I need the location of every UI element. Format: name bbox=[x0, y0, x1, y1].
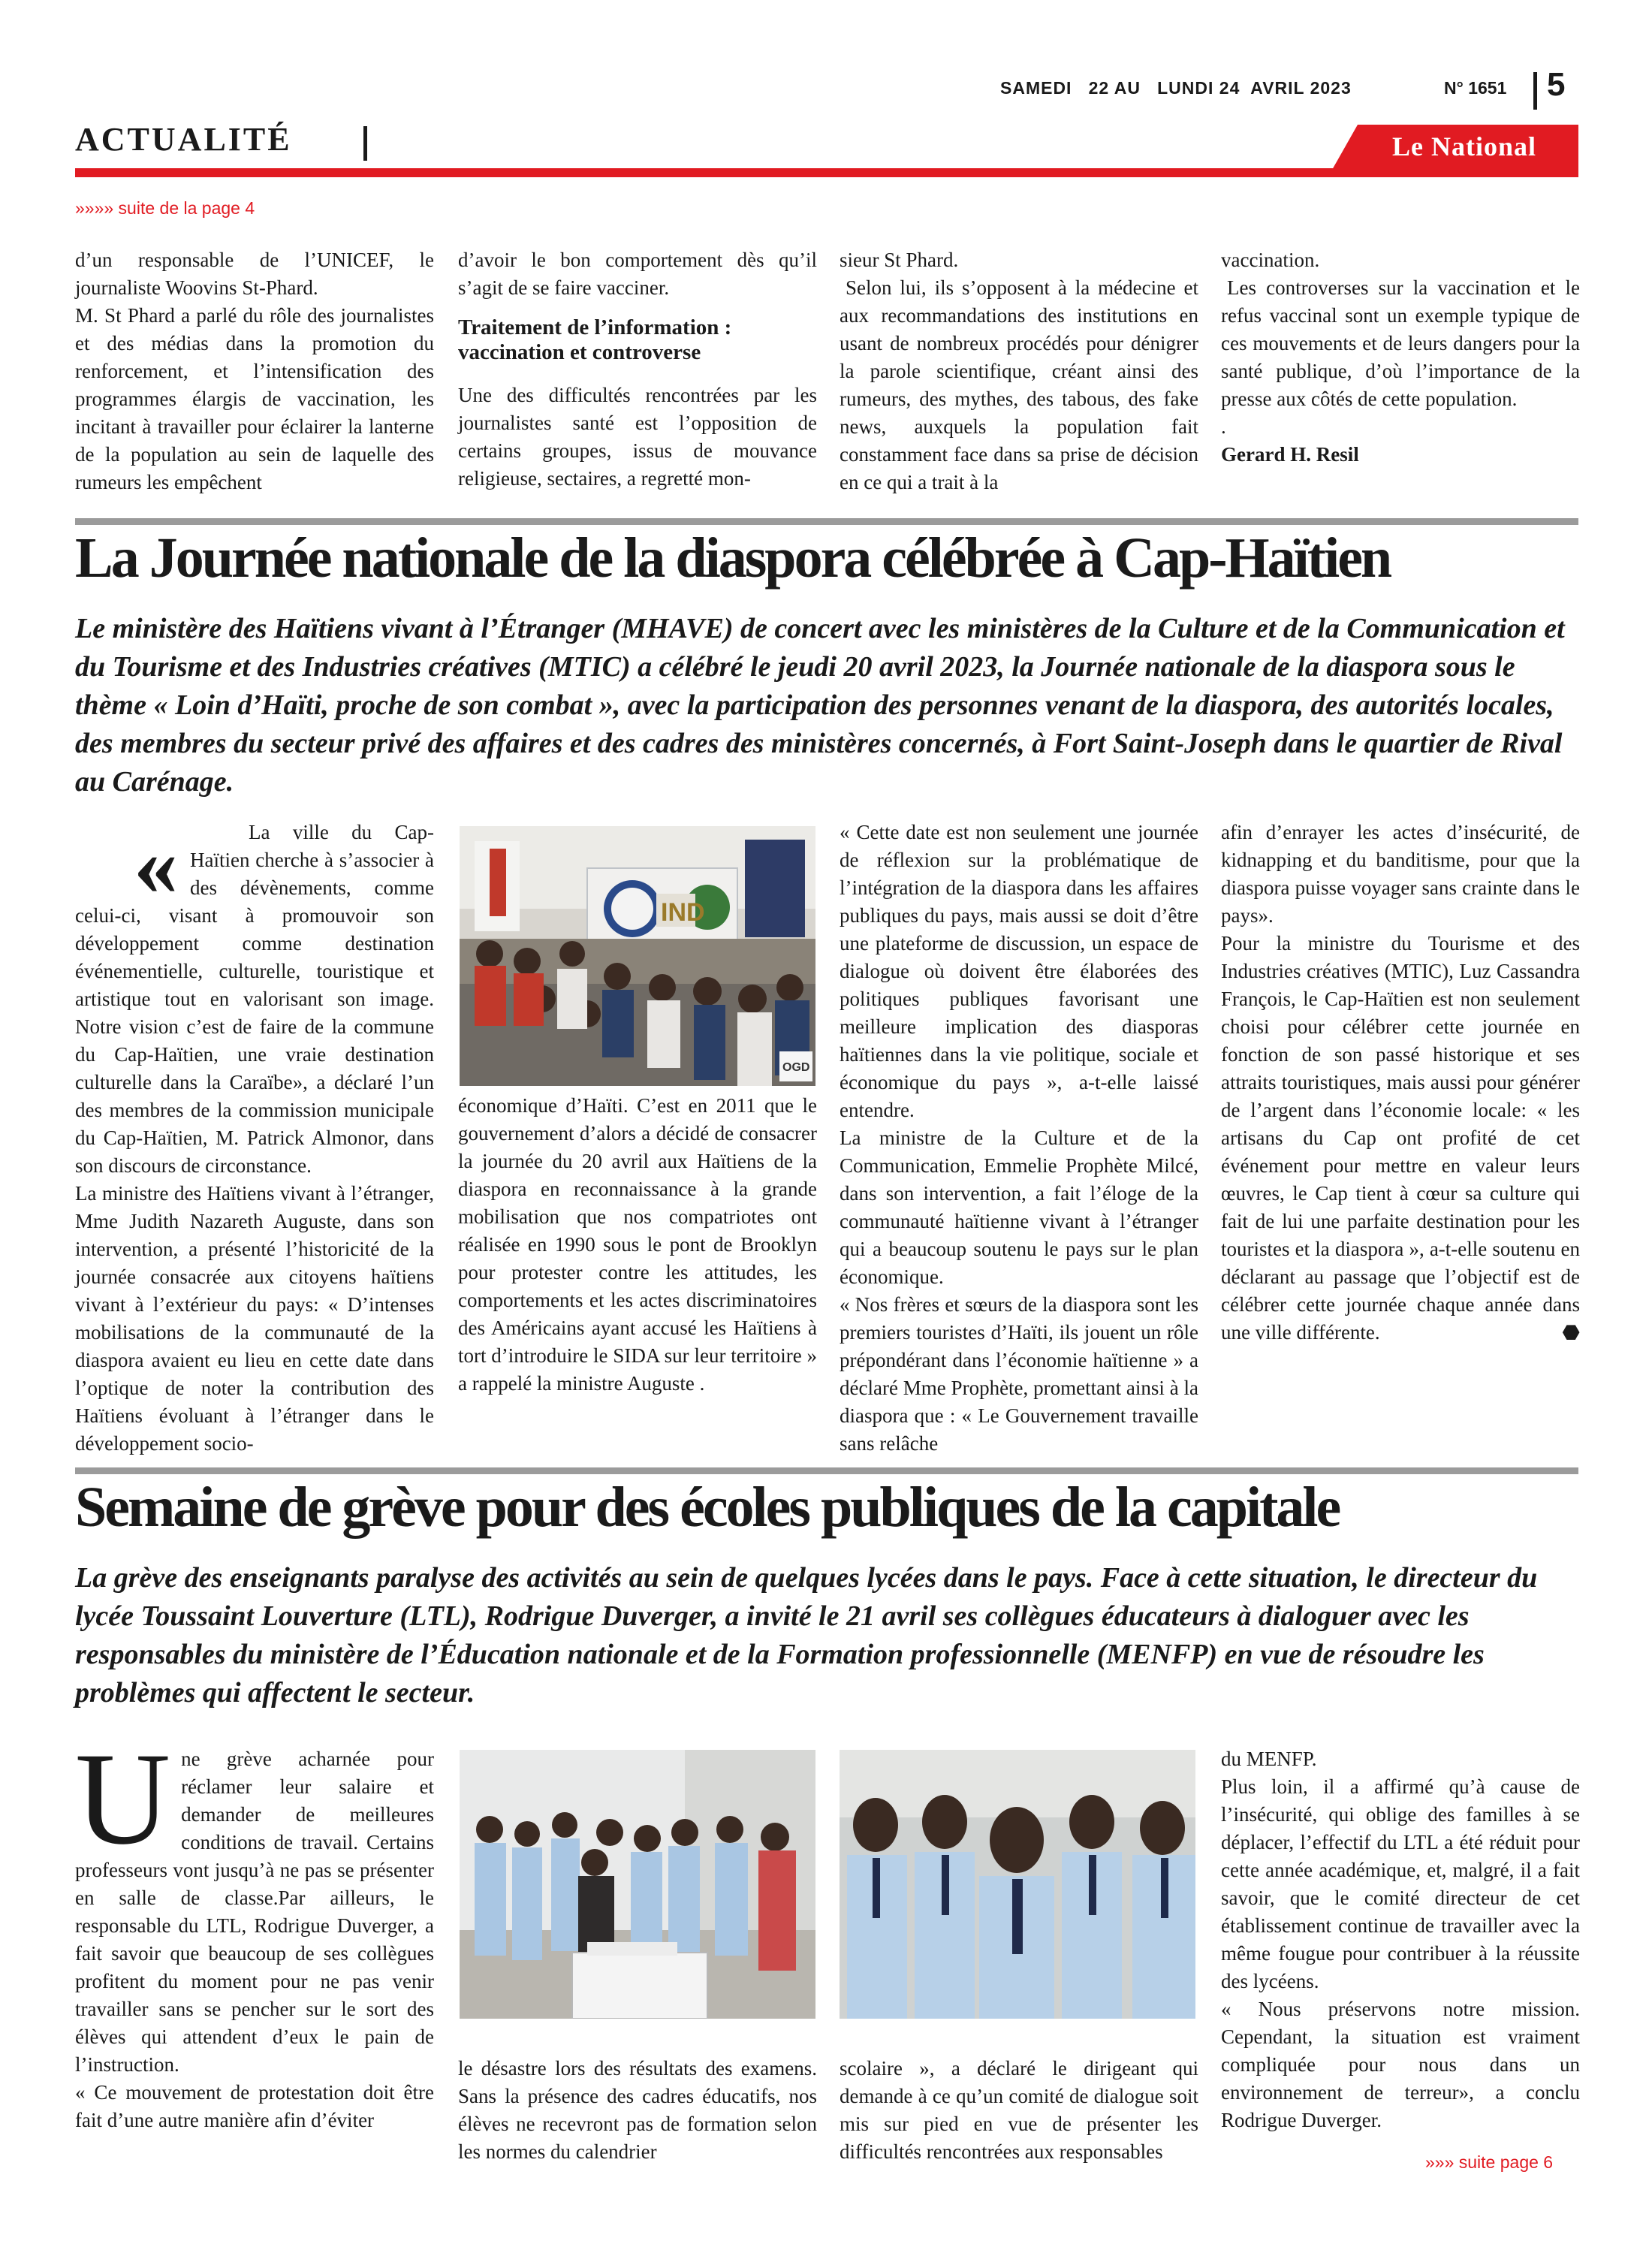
story2-column-1 bbox=[75, 816, 434, 1458]
story2-chapeau: Le ministère des Haïtiens vivant à l’Étranger (MHAVE) de concert avec les ministères de la Culture et de la Communication et du Tourisme et des Industries créatives (MTIC) a célébré le jeudi 20 avril 2023, la Journée nationale de la diaspora sous le thème « Loin d’Haïti, proche de son combat », avec la participation des personnes venant de la diaspora, des autorités locales, des membres du secteur privé des affaires et des cadres des ministères concernés, à Fort Saint-Joseph dans le quartier de Rival au Carénage. bbox=[75, 613, 1565, 798]
issue-number: N° 1651 bbox=[1444, 78, 1507, 98]
story2-headline: La Journée nationale de la diaspora célébrée à Cap-Haïtien bbox=[75, 526, 1391, 590]
story1-paragraph: M. St Phard a parlé du rôle des journalistes et des médias dans la promotion du renforcement, et l’intensification des programmes élargis de vaccination, les incitant à travailler pour éclairer la lanterne de la population au sein de laquelle des rumeurs les empêchent bbox=[75, 304, 434, 493]
section-divider bbox=[363, 126, 367, 161]
continued-from: »»»» suite de la page 4 bbox=[75, 198, 255, 218]
story2-paragraph: La ministre de la Culture et de la Communication, Emmelie Prophète Milcé, dans son intervention, a fait l’éloge de la communauté haïtienne vivant à l’étranger qui a beaucoup soutenu le pays sur le plan économique. bbox=[840, 1126, 1198, 1288]
story3-paragraph: ne grève acharnée pour réclamer leur salaire et demander de meilleures conditions de travail. Certains professeurs vont jusqu’à ne pas se présenter en salle de classe.Par ailleurs, le responsable du LTL, Rodrigue Duverger, a fait savoir que beaucoup de ses collègues profitent du moment pour ne pas venir travailler sans se pencher sur le sort des élèves qui attendent d’eux le pain de l’instruction. bbox=[75, 1748, 434, 2076]
story3-paragraph: Plus loin, il a affirmé qu’à cause de l’insécurité, qui oblige des familles à se déplacer, l’effectif du LTL a été réduit pour cette année académique, et, malgré, il a fait savoir, que le comité directeur de cet établissement continue de travailler avec la même fougue pour contribuer à la réussite des lycéens. bbox=[1221, 1775, 1580, 1992]
story3-paragraph: du MENFP. bbox=[1221, 1748, 1317, 1770]
story3-paragraph: le désastre lors des résultats des examens. Sans la présence des cadres éducatifs, nos élèves ne recevront pas de formation selon les normes du calendrier bbox=[458, 2057, 817, 2163]
story1-column-4 bbox=[1221, 246, 1580, 469]
story1-paragraph: vaccination. bbox=[1221, 249, 1320, 271]
story1-subhead: Traitement de l’information : vaccination et controverse bbox=[458, 315, 732, 364]
banner-letters: IND bbox=[661, 898, 705, 927]
drop-cap: U bbox=[75, 1726, 171, 1872]
story3-paragraph: scolaire », a déclaré le dirigeant qui demande à ce qu’un comité de dialogue soit mis sur pied en vue de présenter les difficultés rencontrées aux responsables bbox=[840, 2057, 1198, 2163]
story2-column-3 bbox=[840, 819, 1198, 1458]
story3-chapeau: La grève des enseignants paralyse des activités au sein de quelques lycées dans le pays. Face à cette situation, le directeur du lycée Toussaint Louverture (LTL), Rodrigue Duverger, a invité le 21 avril ses collègues éducateurs à dialoguer avec les responsables du ministère de l’Éducation nationale et de la Formation professionnelle (MENFP) en vue de résoudre les problèmes qui affectent le secteur. bbox=[75, 1562, 1538, 1709]
story3-headline: Semaine de grève pour des écoles publiques de la capitale bbox=[75, 1476, 1340, 1539]
brand-name: Le National bbox=[1391, 131, 1536, 161]
students-photo bbox=[840, 1750, 1195, 2019]
story1-signature: Gerard H. Resil bbox=[1221, 443, 1359, 466]
story1-paragraph: Les controverses sur la vaccination et le refus vaccinal sont un exemple typique de ces mouvements et de leurs dangers pour la santé publique, d’où l’importance de la presse aux côtés de cette population. bbox=[1221, 276, 1580, 410]
section-label: ACTUALITÉ bbox=[75, 121, 292, 158]
header-divider bbox=[1533, 72, 1537, 110]
issue-date: SAMEDI 22 AU LUNDI 24 AVRIL 2023 bbox=[1000, 78, 1352, 98]
header-red-rule bbox=[75, 168, 1578, 177]
story2-column-2 bbox=[458, 1092, 817, 1398]
story1-paragraph: Selon lui, ils s’opposent à la médecine et aux recommandations des institutions en usant de nombreux procédés pour dénigrer la parole scientifique, créant ainsi des rumeurs, des mythes, des tabous, des fake news, auxquels la population fait constamment face dans sa prise de décision en ce qui a trait à la bbox=[840, 276, 1198, 493]
end-mark-icon: ⬣ bbox=[1562, 1321, 1580, 1344]
page-number: 5 bbox=[1547, 66, 1566, 103]
story3-paragraph: « Nous préservons notre mission. Cependant, la situation est vraiment compliquée pour nous dans un environnement de terreur», a conclu Rodrigue Duverger. bbox=[1221, 1998, 1580, 2131]
story3-column-4 bbox=[1221, 1745, 1580, 2134]
story2-paragraph: La ministre des Haïtiens vivant à l’étranger, Mme Judith Nazareth Auguste, dans son intervention, a présenté l’historicité de la journée consacrée aux citoyens haïtiens vivant à l’extérieur du pays: « D’intenses mobilisations de la communauté de la diaspora avaient eu lieu en cette date dans l’optique de noter la contribution des Haïtiens évoluant à l’étranger dans le développement socio- bbox=[75, 1182, 434, 1455]
continued-to: »»» suite page 6 bbox=[1425, 2152, 1554, 2172]
story2-paragraph: économique d’Haïti. C’est en 2011 que le gouvernement d’alors a décidé de consacrer la journée du 20 avril aux Haïtiens de la diaspora en reconnaissance à la grande mobilisation que nos compatriotes ont réalisée en 1990 sous le pont de Brooklyn pour protester contre les attitudes, les comportements et les actes discriminatoires des Américains ayant accusé les Haïtiens à tort d’introduire le SIDA sur leur territoire » a rappelé la ministre Auguste . bbox=[458, 1094, 817, 1395]
photo-credit: OGD bbox=[782, 1061, 810, 1074]
story1-column-1 bbox=[75, 246, 434, 496]
story2-paragraph: « Nos frères et sœurs de la diaspora sont les premiers touristes d’Haïti, ils jouent un rôle prépondérant dans l’économie haïtienne » a déclaré Mme Prophète, promettant ainsi à la diaspora que : « Le Gouvernement travaille sans relâche bbox=[840, 1293, 1198, 1455]
drop-quote-mark: « bbox=[134, 816, 178, 914]
story3-column-3 bbox=[840, 2055, 1198, 2166]
story1-paragraph: sieur St Phard. bbox=[840, 249, 959, 271]
story2-paragraph: Pour la ministre du Tourisme et des Industries créatives (MTIC), Luz Cassandra François, le Cap-Haïtien est non seulement choisi pour célébrer cette journée en fonction de son passé historique et ses attraits touristiques, mais aussi pour générer de l’argent dans l’économie locale: « les artisans du Cap ont profité de cet événement pour mettre en valeur leurs œuvres, le Cap tient à cœur sa culture qui fait de lui une parfaite destination pour les touristes et la diaspora », a-t-elle soutenu en déclarant au passage que l’objectif est de célébrer cette journée chaque année dans une ville différente. bbox=[1221, 932, 1580, 1344]
story2-column-4 bbox=[1221, 819, 1580, 1347]
school-meeting-photo bbox=[460, 1750, 815, 2019]
story1-paragraph: Une des difficultés rencontrées par les journalistes santé est l’opposition de certains groupes, issus de mouvance religieuse, sectaires, a regretté mon- bbox=[458, 384, 817, 490]
story2-paragraph: « Cette date est non seulement une journée de réflexion sur la problématique de l’intégration de la diaspora dans les affaires publiques du pays, mais aussi se doit d’être une plateforme de discussion, un espace de dialogue où doivent être élaborées des politiques publiques favorisant une meilleure implication des diasporas haïtiennes dans la vie politique, sociale et économique du pays », a-t-elle laissé entendre. bbox=[840, 821, 1198, 1121]
story1-paragraph: d’un responsable de l’UNICEF, le journaliste Woovins St-Phard. bbox=[75, 249, 434, 299]
story1-paragraph: . bbox=[1221, 415, 1226, 438]
diaspora-ceremony-photo bbox=[460, 826, 815, 1086]
story1-paragraph: d’avoir le bon comportement dès qu’il s’agit de se faire vacciner. bbox=[458, 249, 817, 299]
story3-column-1 bbox=[75, 1726, 434, 2134]
story3-column-2 bbox=[458, 2055, 817, 2166]
story1-column-3 bbox=[840, 246, 1198, 496]
story1-column-2 bbox=[458, 246, 817, 493]
story2-paragraph: La ville du Cap-Haïtien cherche à s’associer à des dévènements, comme celui-ci, visant à promouvoir son développement comme destination événementielle, culturelle, touristique et artistique tout en valorisant son image. Notre vision c’est de faire de la commune du Cap-Haïtien, une vraie destination culturelle dans la Caraïbe», a déclaré l’un des membres de la commission municipale du Cap-Haïtien, M. Patrick Almonor, dans son discours de circonstance. bbox=[75, 821, 434, 1177]
story2-paragraph: afin d’enrayer les actes d’insécurité, de kidnapping et du banditisme, pour que la diaspora puisse voyager sans crainte dans le pays». bbox=[1221, 821, 1580, 927]
story3-paragraph: « Ce mouvement de protestation doit être fait d’une autre manière afin d’éviter bbox=[75, 2081, 434, 2131]
